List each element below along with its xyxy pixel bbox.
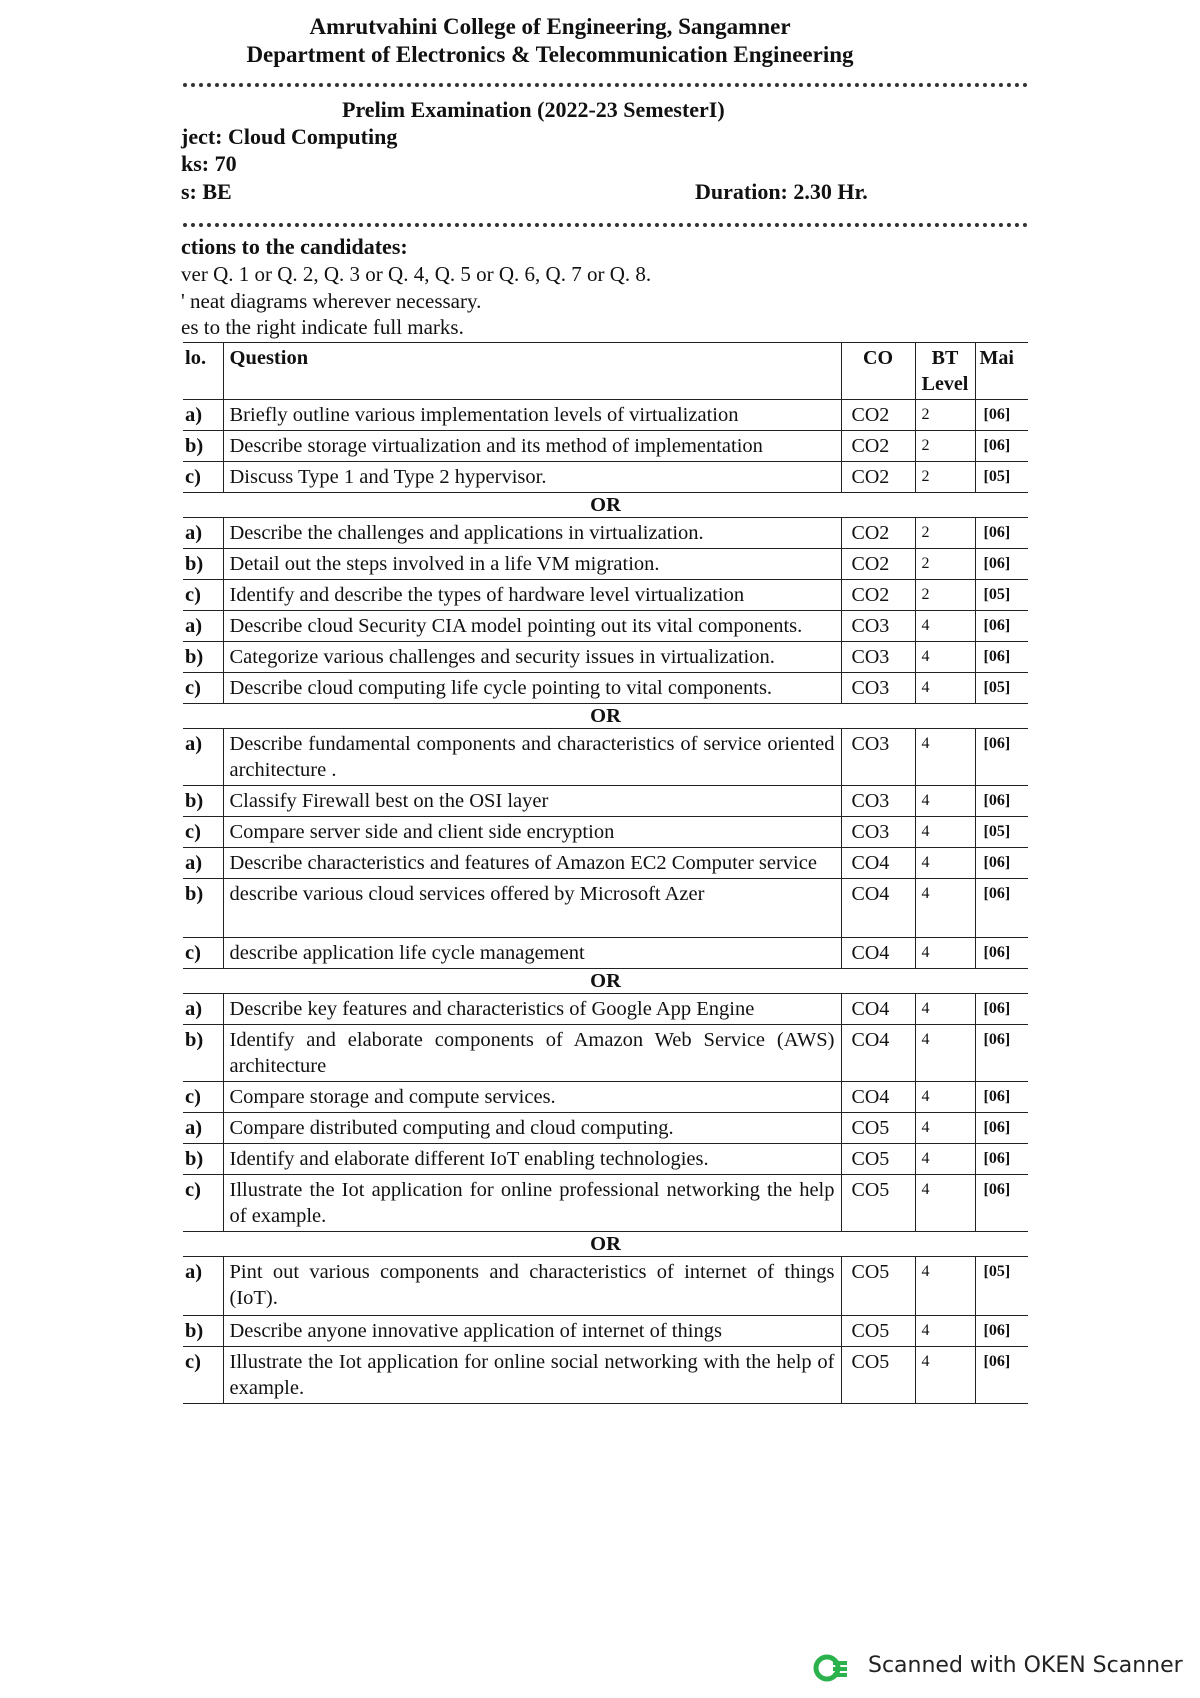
bt-level-cell: 4 [915,817,975,848]
marks-cell: [06] [975,1347,1028,1404]
question-text: Describe characteristics and features of Amazon EC2 Computer service [223,848,841,879]
or-label: OR [183,704,1028,729]
question-text: Describe cloud computing life cycle pointing to vital components. [223,673,841,704]
question-number: a) [183,848,223,879]
question-row [183,1025,1028,1082]
marks-cell: [06] [975,642,1028,673]
question-row [183,462,1028,493]
question-number: c) [183,817,223,848]
question-row [183,611,1028,642]
table-header-row [183,343,1028,400]
instructions-title: ctions to the candidates: [181,234,408,259]
question-text: Detail out the steps involved in a life VM migration. [223,549,841,580]
marks-line: ks: 70 [181,151,237,176]
question-row [183,549,1028,580]
or-separator-row [183,704,1028,729]
bt-level-cell: 4 [915,994,975,1025]
co-cell: CO3 [841,786,915,817]
co-cell: CO4 [841,1082,915,1113]
or-separator-row [183,1232,1028,1257]
scanner-watermark: Scanned with OKEN Scanner [868,1653,1183,1678]
question-number: c) [183,462,223,493]
co-cell: CO5 [841,1144,915,1175]
question-row [183,817,1028,848]
co-cell: CO4 [841,938,915,969]
instruction-2: ' neat diagrams wherever necessary. [181,289,482,313]
question-text: Compare distributed computing and cloud computing. [223,1113,841,1144]
co-cell: CO3 [841,611,915,642]
co-cell: CO5 [841,1175,915,1232]
co-cell: CO2 [841,549,915,580]
question-number: b) [183,786,223,817]
marks-cell: [06] [975,994,1028,1025]
question-row [183,1082,1028,1113]
or-separator-row [183,493,1028,518]
co-cell: CO5 [841,1316,915,1347]
bt-level-cell: 4 [915,879,975,938]
marks-cell: [06] [975,1316,1028,1347]
question-number: a) [183,994,223,1025]
question-text: Compare storage and compute services. [223,1082,841,1113]
marks-cell: [05] [975,817,1028,848]
question-text: Describe storage virtualization and its method of implementation [223,431,841,462]
question-row [183,1175,1028,1232]
question-number: c) [183,1082,223,1113]
or-label: OR [183,969,1028,994]
oken-scanner-logo-icon [813,1653,851,1683]
bt-level-cell: 4 [915,1144,975,1175]
bt-level-cell: 4 [915,1113,975,1144]
question-text: Pint out various components and characteristics of internet of things (IoT). [223,1257,841,1316]
instruction-3: es to the right indicate full marks. [181,315,464,339]
bt-level-cell: 4 [915,611,975,642]
bt-level-cell: 4 [915,1025,975,1082]
marks-cell: [06] [975,1082,1028,1113]
co-cell: CO2 [841,518,915,549]
question-row [183,1347,1028,1404]
marks-cell: [06] [975,1175,1028,1232]
marks-cell: [06] [975,1113,1028,1144]
question-number: c) [183,938,223,969]
question-text: Categorize various challenges and security issues in virtualization. [223,642,841,673]
question-row [183,1257,1028,1316]
question-row [183,1316,1028,1347]
question-number: b) [183,642,223,673]
question-number: a) [183,400,223,431]
bt-level-cell: 2 [915,462,975,493]
bt-level-cell: 4 [915,1316,975,1347]
class-line: s: BE [181,179,232,204]
bt-level-cell: 2 [915,431,975,462]
or-label: OR [183,1232,1028,1257]
question-text: describe application life cycle management [223,938,841,969]
question-number: c) [183,580,223,611]
header-bt: BT Level [915,343,975,400]
marks-cell: [06] [975,431,1028,462]
question-number: a) [183,1113,223,1144]
bt-level-cell: 4 [915,1175,975,1232]
co-cell: CO2 [841,462,915,493]
marks-cell: [06] [975,400,1028,431]
co-cell: CO3 [841,642,915,673]
marks-cell: [06] [975,549,1028,580]
co-cell: CO5 [841,1257,915,1316]
question-number: b) [183,1144,223,1175]
marks-cell: [06] [975,1025,1028,1082]
co-cell: CO3 [841,729,915,786]
question-text: Identify and describe the types of hardware level virtualization [223,580,841,611]
co-cell: CO4 [841,1025,915,1082]
marks-cell: [06] [975,1144,1028,1175]
department-name: Department of Electronics & Telecommunication Engineering [246,42,854,67]
question-table [183,342,1028,1404]
marks-cell: [06] [975,786,1028,817]
question-number: b) [183,549,223,580]
question-number: a) [183,729,223,786]
question-number: b) [183,1316,223,1347]
bt-level-cell: 4 [915,786,975,817]
question-number: b) [183,879,223,938]
question-number: c) [183,1347,223,1404]
dotted-divider [183,83,1028,87]
marks-cell: [06] [975,848,1028,879]
marks-cell: [05] [975,580,1028,611]
marks-cell: [06] [975,611,1028,642]
co-cell: CO5 [841,1347,915,1404]
question-number: b) [183,1025,223,1082]
question-row [183,431,1028,462]
co-cell: CO2 [841,580,915,611]
question-text: Describe the challenges and applications in virtualization. [223,518,841,549]
instruction-1: ver Q. 1 or Q. 2, Q. 3 or Q. 4, Q. 5 or Q. 6, Q. 7 or Q. 8. [181,262,652,286]
marks-cell: [06] [975,729,1028,786]
question-row [183,642,1028,673]
marks-cell: [06] [975,879,1028,938]
co-cell: CO4 [841,994,915,1025]
marks-cell: [05] [975,462,1028,493]
co-cell: CO5 [841,1113,915,1144]
exam-title: Prelim Examination (2022-23 SemesterI) [342,97,725,122]
header-marks: Mai [975,343,1028,400]
or-separator-row [183,969,1028,994]
question-number: c) [183,673,223,704]
bt-level-cell: 4 [915,848,975,879]
question-text: Describe cloud Security CIA model pointing out its vital components. [223,611,841,642]
question-row [183,938,1028,969]
dotted-divider [183,223,1028,227]
bt-level-cell: 4 [915,1082,975,1113]
question-row [183,879,1028,938]
question-row [183,518,1028,549]
question-text: Classify Firewall best on the OSI layer [223,786,841,817]
header-no: lo. [183,343,223,400]
header-question: Question [223,343,841,400]
question-number: a) [183,611,223,642]
duration-line: Duration: 2.30 Hr. [695,179,868,204]
co-cell: CO2 [841,431,915,462]
question-row [183,1144,1028,1175]
question-text: Describe fundamental components and characteristics of service oriented architecture . [223,729,841,786]
bt-level-cell: 4 [915,642,975,673]
question-text: Briefly outline various implementation levels of virtualization [223,400,841,431]
question-row [183,400,1028,431]
bt-level-cell: 2 [915,580,975,611]
question-number: a) [183,1257,223,1316]
question-text: describe various cloud services offered by Microsoft Azer [223,879,841,938]
or-label: OR [183,493,1028,518]
question-row [183,673,1028,704]
bt-level-cell: 4 [915,1347,975,1404]
question-number: a) [183,518,223,549]
co-cell: CO3 [841,817,915,848]
college-name: Amrutvahini College of Engineering, Sangamner [309,14,791,39]
co-cell: CO4 [841,879,915,938]
subject-line: ject: Cloud Computing [181,124,398,149]
question-text: Identify and elaborate components of Amazon Web Service (AWS) architecture [223,1025,841,1082]
question-text: Illustrate the Iot application for online professional networking the help of example. [223,1175,841,1232]
question-row [183,729,1028,786]
header-co: CO [841,343,915,400]
question-row [183,1113,1028,1144]
bt-level-cell: 4 [915,1257,975,1316]
question-text: Identify and elaborate different IoT enabling technologies. [223,1144,841,1175]
marks-cell: [06] [975,518,1028,549]
question-number: b) [183,431,223,462]
marks-cell: [05] [975,1257,1028,1316]
bt-level-cell: 2 [915,518,975,549]
question-text: Discuss Type 1 and Type 2 hypervisor. [223,462,841,493]
question-text: Describe anyone innovative application of internet of things [223,1316,841,1347]
question-number: c) [183,1175,223,1232]
bt-level-cell: 2 [915,549,975,580]
bt-level-cell: 4 [915,729,975,786]
question-row [183,580,1028,611]
question-text: Compare server side and client side encryption [223,817,841,848]
co-cell: CO4 [841,848,915,879]
question-text: Describe key features and characteristics of Google App Engine [223,994,841,1025]
question-text: Illustrate the Iot application for online social networking with the help of example. [223,1347,841,1404]
marks-cell: [05] [975,673,1028,704]
marks-cell: [06] [975,938,1028,969]
bt-level-cell: 4 [915,673,975,704]
question-row [183,994,1028,1025]
question-row [183,848,1028,879]
bt-level-cell: 4 [915,938,975,969]
question-row [183,786,1028,817]
co-cell: CO2 [841,400,915,431]
co-cell: CO3 [841,673,915,704]
bt-level-cell: 2 [915,400,975,431]
